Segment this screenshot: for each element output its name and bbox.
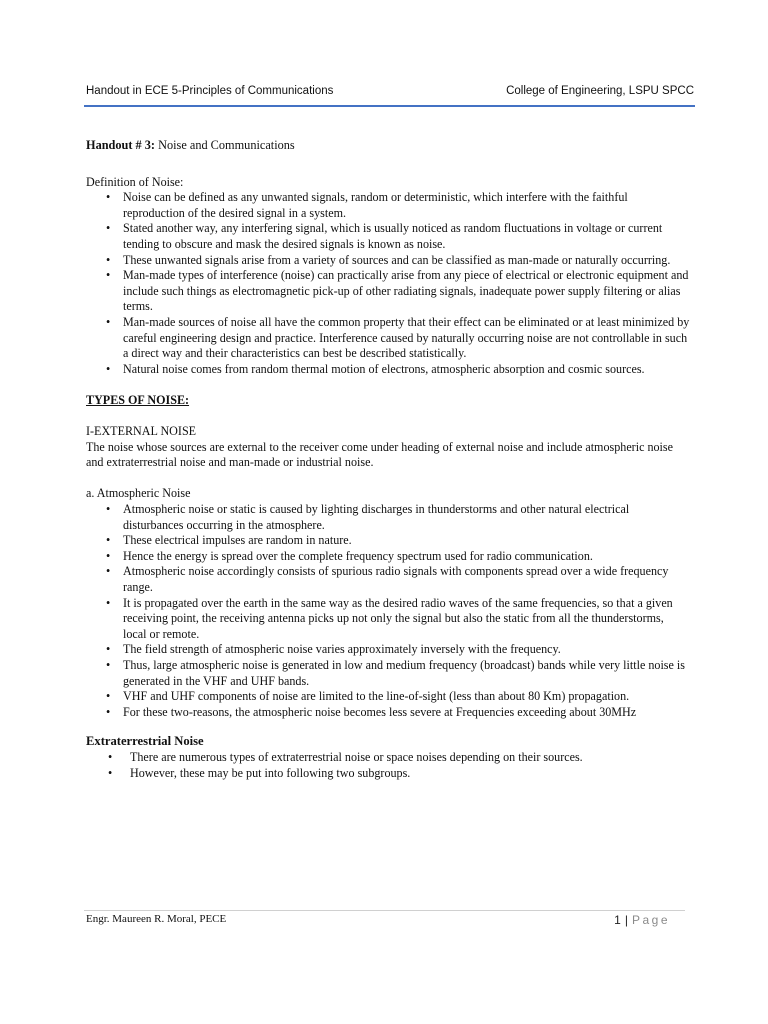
atmospheric-noise-heading: a. Atmospheric Noise [86,486,191,501]
list-item: • These unwanted signals arise from a variety of sources and can be classified as man-made or naturally occurring. [123,253,690,269]
list-item: • Stated another way, any interfering signal, which is usually noticed as random fluctuations in voltage or current tending to obscure and mask the desired signals is known as noise. [123,221,690,252]
list-item: • Noise can be defined as any unwanted signals, random or deterministic, which interfere with the faithful reproduction of the desired signal in a system. [123,190,690,221]
atmospheric-noise-list [86,502,690,720]
page-separator: | [624,913,628,927]
list-item: • Thus, large atmospheric noise is generated in low and medium frequency (broadcast) bands while very little noise is generated in the VHF and UHF bands. [123,658,690,689]
header-course-title: Handout in ECE 5-Principles of Communications [86,85,334,97]
page-footer [86,913,670,927]
list-item: • For these two-reasons, the atmospheric noise becomes less severe at Frequencies exceeding about 30MHz [123,705,690,721]
list-item: • It is propagated over the earth in the same way as the desired radio waves of the same frequencies, so that a given receiving point, the receiving antenna picks up not only the signal but also the static from all the thunderstorms, local or remote. [123,596,690,643]
document-body [86,138,690,781]
footer-page-number [614,913,670,927]
footer-divider [84,910,685,911]
list-item: • There are numerous types of extraterrestrial noise or space noises depending on their sources. [130,750,690,766]
page-word: Page [631,913,670,927]
list-item: • Atmospheric noise or static is caused by lighting discharges in thunderstorms and other natural electrical disturbances occurring in the atmosphere. [123,502,690,533]
list-item: • However, these may be put into following two subgroups. [130,766,690,782]
external-noise-paragraph: The noise whose sources are external to the receiver come under heading of external noise and include atmospheric noise and extraterrestrial noise and man-made or industrial noise. [86,439,673,470]
list-item: • These electrical impulses are random in nature. [123,533,690,549]
handout-title [86,138,690,154]
extraterrestrial-noise-heading: Extraterrestrial Noise [86,734,204,749]
list-item: • VHF and UHF components of noise are limited to the line-of-sight (less than about 80 Km) propagation. [123,689,690,705]
extraterrestrial-noise-list [86,750,690,781]
page-header [86,85,694,97]
definition-list [86,190,690,377]
list-item: • Man-made sources of noise all have the common property that their effect can be eliminated or at least minimized by careful engineering design and practice. Interference caused by naturally occurring noise are not controllable in such a direct way and their characteristics can best be described statistically. [123,315,690,362]
handout-topic: Noise and Communications [158,138,295,152]
handout-number: Handout # 3: [86,138,156,152]
footer-author: Engr. Maureen R. Moral, PECE [86,913,227,925]
definition-heading: Definition of Noise: [86,174,184,189]
list-item: • Man-made types of interference (noise) can practically arise from any piece of electrical or electronic equipment and include such things as electromagnetic pick-up of other radiating signals, inadequate power supply filtering or alias terms. [123,268,690,315]
list-item: • Hence the energy is spread over the complete frequency spectrum used for radio communication. [123,549,690,565]
list-item: • Atmospheric noise accordingly consists of spurious radio signals with components spread over a wide frequency range. [123,564,690,595]
types-of-noise-heading: TYPES OF NOISE: [86,392,190,407]
page-number: 1 [614,913,621,927]
external-noise-heading: I-EXTERNAL NOISE [86,424,197,439]
list-item: • The field strength of atmospheric noise varies approximately inversely with the frequency. [123,642,690,658]
header-institution: College of Engineering, LSPU SPCC [506,85,694,97]
list-item: • Natural noise comes from random thermal motion of electrons, atmospheric absorption and cosmic sources. [123,362,690,378]
header-divider [84,105,695,107]
